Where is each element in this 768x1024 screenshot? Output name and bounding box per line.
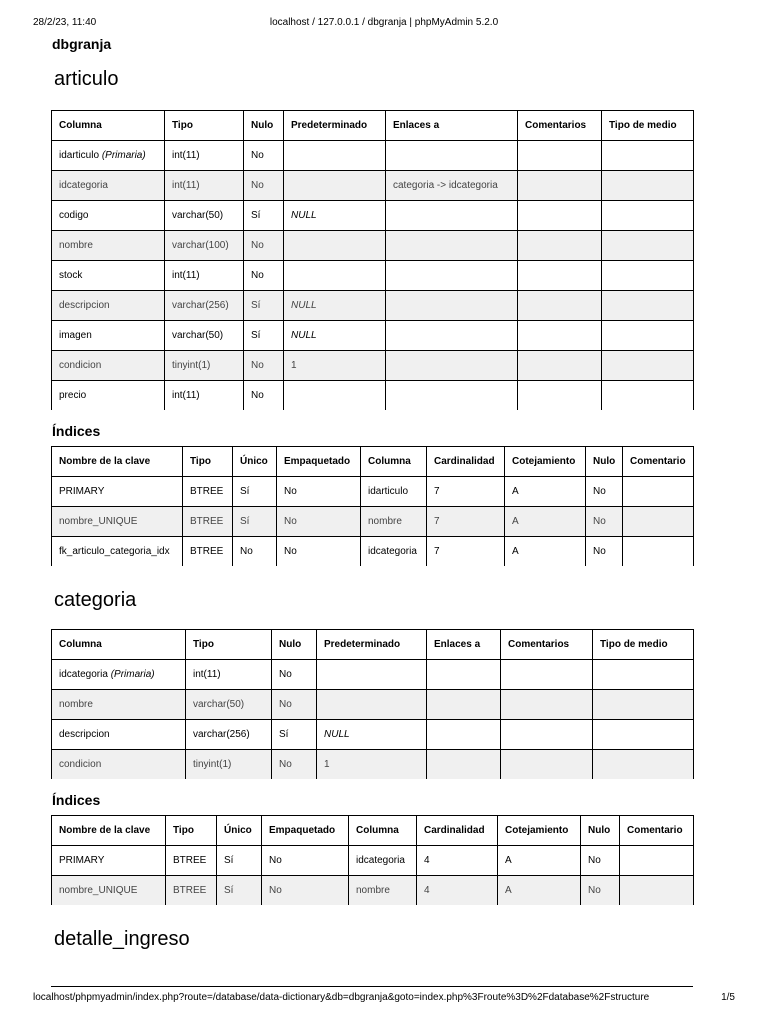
index-column-header: Comentario xyxy=(623,447,694,477)
table-row xyxy=(52,351,694,381)
table-top-border-continued xyxy=(51,986,693,987)
cell-default: 1 xyxy=(317,750,427,780)
column-header: Nulo xyxy=(272,630,317,660)
index-column-header: Columna xyxy=(361,447,427,477)
cell-comment xyxy=(518,141,602,171)
cell-media xyxy=(602,201,694,231)
cell-media xyxy=(593,660,694,690)
column-header: Columna xyxy=(52,111,165,141)
cell-default xyxy=(317,690,427,720)
index-cell: 4 xyxy=(417,846,498,876)
cell-link xyxy=(386,321,518,351)
index-cell: No xyxy=(277,477,361,507)
column-name: idcategoria xyxy=(59,180,108,191)
cell-comment xyxy=(518,291,602,321)
cell-type: varchar(50) xyxy=(165,321,244,351)
cell-comment xyxy=(501,690,593,720)
cell-comment xyxy=(501,660,593,690)
table-row xyxy=(52,750,694,780)
cell-null: No xyxy=(244,231,284,261)
cell-link xyxy=(386,261,518,291)
cell-link xyxy=(386,291,518,321)
index-column-header: Nulo xyxy=(586,447,623,477)
cell-media xyxy=(602,351,694,381)
database-name: dbgranja xyxy=(52,36,112,52)
index-cell: idarticulo xyxy=(361,477,427,507)
index-cell: A xyxy=(505,477,586,507)
cell-media xyxy=(602,171,694,201)
table-header-row xyxy=(52,447,694,477)
cell-link xyxy=(427,750,501,780)
index-cell: No xyxy=(581,876,620,906)
cell-default xyxy=(284,141,386,171)
cell-type: varchar(50) xyxy=(186,690,272,720)
cell-type: int(11) xyxy=(186,660,272,690)
column-name-cell xyxy=(52,141,165,171)
cell-media xyxy=(602,291,694,321)
column-name: imagen xyxy=(59,330,92,341)
index-cell: Sí xyxy=(233,507,277,537)
column-header: Tipo xyxy=(165,111,244,141)
cell-comment xyxy=(501,750,593,780)
index-column-header: Empaquetado xyxy=(277,447,361,477)
cell-comment xyxy=(501,720,593,750)
table-header-row xyxy=(52,111,694,141)
column-name: precio xyxy=(59,390,87,401)
index-row xyxy=(52,537,694,567)
cell-null: No xyxy=(272,660,317,690)
cell-link xyxy=(386,351,518,381)
cell-null: Sí xyxy=(272,720,317,750)
index-cell: No xyxy=(586,507,623,537)
cell-link: categoria -> idcategoria xyxy=(386,171,518,201)
cell-media xyxy=(602,261,694,291)
index-cell: nombre xyxy=(349,876,417,906)
index-cell: No xyxy=(262,846,349,876)
cell-comment xyxy=(518,351,602,381)
cell-default: NULL xyxy=(284,201,386,231)
cell-null: No xyxy=(244,261,284,291)
index-column-header: Cotejamiento xyxy=(498,816,581,846)
index-cell: No xyxy=(586,477,623,507)
cell-default: NULL xyxy=(284,291,386,321)
cell-link xyxy=(386,141,518,171)
column-name: nombre xyxy=(59,240,93,251)
index-cell: 4 xyxy=(417,876,498,906)
cell-null: No xyxy=(272,690,317,720)
index-column-header: Único xyxy=(233,447,277,477)
print-url: localhost/phpmyadmin/index.php?route=/database/data-dictionary&db=dbgranja&goto=index.php%3Froute%3D%2Fdatabase%2Fstructure xyxy=(33,992,650,1003)
cell-null: Sí xyxy=(244,321,284,351)
table-row xyxy=(52,141,694,171)
cell-type: int(11) xyxy=(165,381,244,411)
column-name-cell xyxy=(52,660,186,690)
table-row xyxy=(52,201,694,231)
index-cell: PRIMARY xyxy=(52,477,183,507)
index-column-header: Nombre de la clave xyxy=(52,816,166,846)
index-cell: 7 xyxy=(427,507,505,537)
table-row xyxy=(52,660,694,690)
print-page-number: 1/5 xyxy=(721,992,735,1003)
print-datetime: 28/2/23, 11:40 xyxy=(33,17,97,28)
table-title-articulo: articulo xyxy=(54,68,119,90)
indices-table-categoria xyxy=(51,815,694,905)
column-name-cell xyxy=(52,231,165,261)
index-cell: nombre_UNIQUE xyxy=(52,876,166,906)
index-cell xyxy=(623,477,694,507)
index-column-header: Tipo xyxy=(183,447,233,477)
index-cell: PRIMARY xyxy=(52,846,166,876)
table-row xyxy=(52,261,694,291)
column-header: Comentarios xyxy=(501,630,593,660)
columns-table-categoria xyxy=(51,629,694,779)
cell-type: varchar(50) xyxy=(165,201,244,231)
index-cell: A xyxy=(505,507,586,537)
index-cell: idcategoria xyxy=(361,537,427,567)
cell-type: varchar(256) xyxy=(165,291,244,321)
cell-type: int(11) xyxy=(165,141,244,171)
cell-link xyxy=(386,201,518,231)
primary-key-label: (Primaria) xyxy=(101,150,146,161)
table-row xyxy=(52,720,694,750)
table-header-row xyxy=(52,630,694,660)
print-header xyxy=(0,17,768,31)
cell-media xyxy=(602,321,694,351)
cell-link xyxy=(427,720,501,750)
table-row xyxy=(52,231,694,261)
index-row xyxy=(52,876,694,906)
index-cell: nombre_UNIQUE xyxy=(52,507,183,537)
index-cell xyxy=(620,876,694,906)
cell-comment xyxy=(518,201,602,231)
cell-comment xyxy=(518,171,602,201)
table-title-categoria: categoria xyxy=(54,589,137,611)
cell-null: No xyxy=(244,351,284,381)
index-cell: A xyxy=(505,537,586,567)
column-name: descripcion xyxy=(59,729,110,740)
indices-title-categoria: Índices xyxy=(52,792,101,808)
cell-type: int(11) xyxy=(165,261,244,291)
cell-link xyxy=(427,690,501,720)
index-column-header: Nombre de la clave xyxy=(52,447,183,477)
column-name-cell xyxy=(52,171,165,201)
cell-null: No xyxy=(244,141,284,171)
cell-null: Sí xyxy=(244,201,284,231)
cell-type: tinyint(1) xyxy=(186,750,272,780)
column-header: Comentarios xyxy=(518,111,602,141)
index-cell: No xyxy=(262,876,349,906)
index-cell: 7 xyxy=(427,537,505,567)
column-header: Tipo xyxy=(186,630,272,660)
table-title-detalle-ingreso: detalle_ingreso xyxy=(54,928,190,950)
column-header: Tipo de medio xyxy=(602,111,694,141)
cell-default xyxy=(284,171,386,201)
cell-default xyxy=(317,660,427,690)
column-header: Enlaces a xyxy=(386,111,518,141)
cell-type: varchar(256) xyxy=(186,720,272,750)
table-header-row xyxy=(52,816,694,846)
index-cell: nombre xyxy=(361,507,427,537)
column-header: Predeterminado xyxy=(284,111,386,141)
cell-type: varchar(100) xyxy=(165,231,244,261)
index-column-header: Cotejamiento xyxy=(505,447,586,477)
cell-type: int(11) xyxy=(165,171,244,201)
column-name: condicion xyxy=(59,759,102,770)
index-column-header: Nulo xyxy=(581,816,620,846)
cell-media xyxy=(593,720,694,750)
column-header: Predeterminado xyxy=(317,630,427,660)
column-name-cell xyxy=(52,720,186,750)
column-name: codigo xyxy=(59,210,89,221)
cell-comment xyxy=(518,381,602,411)
index-cell xyxy=(623,507,694,537)
cell-link xyxy=(386,381,518,411)
table-row xyxy=(52,171,694,201)
cell-comment xyxy=(518,321,602,351)
column-name-cell xyxy=(52,381,165,411)
cell-media xyxy=(602,141,694,171)
cell-type: tinyint(1) xyxy=(165,351,244,381)
index-cell: fk_articulo_categoria_idx xyxy=(52,537,183,567)
column-name: idarticulo xyxy=(59,150,100,161)
column-header: Tipo de medio xyxy=(593,630,694,660)
index-cell: No xyxy=(277,537,361,567)
cell-null: No xyxy=(272,750,317,780)
index-cell xyxy=(620,846,694,876)
table-row xyxy=(52,381,694,411)
index-cell: No xyxy=(233,537,277,567)
index-cell: No xyxy=(581,846,620,876)
index-cell: No xyxy=(586,537,623,567)
column-header: Columna xyxy=(52,630,186,660)
column-name: condicion xyxy=(59,360,102,371)
indices-title-articulo: Índices xyxy=(52,423,101,439)
index-cell: A xyxy=(498,876,581,906)
cell-media xyxy=(593,690,694,720)
index-cell: A xyxy=(498,846,581,876)
index-row xyxy=(52,846,694,876)
column-header: Enlaces a xyxy=(427,630,501,660)
column-name: idcategoria xyxy=(59,669,108,680)
columns-table-articulo xyxy=(51,110,694,410)
cell-default xyxy=(284,381,386,411)
primary-key-label: (Primaria) xyxy=(110,669,155,680)
index-cell: BTREE xyxy=(183,507,233,537)
index-column-header: Comentario xyxy=(620,816,694,846)
cell-comment xyxy=(518,231,602,261)
index-cell: BTREE xyxy=(166,846,217,876)
column-name-cell xyxy=(52,321,165,351)
cell-link xyxy=(427,660,501,690)
cell-media xyxy=(602,381,694,411)
column-name-cell xyxy=(52,351,165,381)
index-column-header: Columna xyxy=(349,816,417,846)
cell-null: Sí xyxy=(244,291,284,321)
index-cell xyxy=(623,537,694,567)
index-cell: 7 xyxy=(427,477,505,507)
index-cell: BTREE xyxy=(183,537,233,567)
column-name-cell xyxy=(52,291,165,321)
indices-table-articulo xyxy=(51,446,694,566)
print-page-title: localhost / 127.0.0.1 / dbgranja | phpMyAdmin 5.2.0 xyxy=(269,17,499,28)
index-cell: Sí xyxy=(233,477,277,507)
cell-default xyxy=(284,231,386,261)
index-cell: BTREE xyxy=(183,477,233,507)
column-name-cell xyxy=(52,690,186,720)
index-column-header: Único xyxy=(217,816,262,846)
table-row xyxy=(52,690,694,720)
column-name: stock xyxy=(59,270,83,281)
index-cell: BTREE xyxy=(166,876,217,906)
column-name-cell xyxy=(52,261,165,291)
index-row xyxy=(52,477,694,507)
cell-null: No xyxy=(244,171,284,201)
column-name: nombre xyxy=(59,699,93,710)
index-cell: Sí xyxy=(217,876,262,906)
column-name: descripcion xyxy=(59,300,110,311)
column-name-cell xyxy=(52,201,165,231)
column-header: Nulo xyxy=(244,111,284,141)
table-row xyxy=(52,321,694,351)
index-cell: No xyxy=(277,507,361,537)
cell-default: 1 xyxy=(284,351,386,381)
index-column-header: Cardinalidad xyxy=(417,816,498,846)
index-cell: idcategoria xyxy=(349,846,417,876)
index-cell: Sí xyxy=(217,846,262,876)
cell-link xyxy=(386,231,518,261)
cell-media xyxy=(593,750,694,780)
index-row xyxy=(52,507,694,537)
cell-media xyxy=(602,231,694,261)
cell-default xyxy=(284,261,386,291)
cell-default: NULL xyxy=(284,321,386,351)
cell-default: NULL xyxy=(317,720,427,750)
table-row xyxy=(52,291,694,321)
index-column-header: Empaquetado xyxy=(262,816,349,846)
cell-comment xyxy=(518,261,602,291)
index-column-header: Cardinalidad xyxy=(427,447,505,477)
column-name-cell xyxy=(52,750,186,780)
cell-null: No xyxy=(244,381,284,411)
index-column-header: Tipo xyxy=(166,816,217,846)
